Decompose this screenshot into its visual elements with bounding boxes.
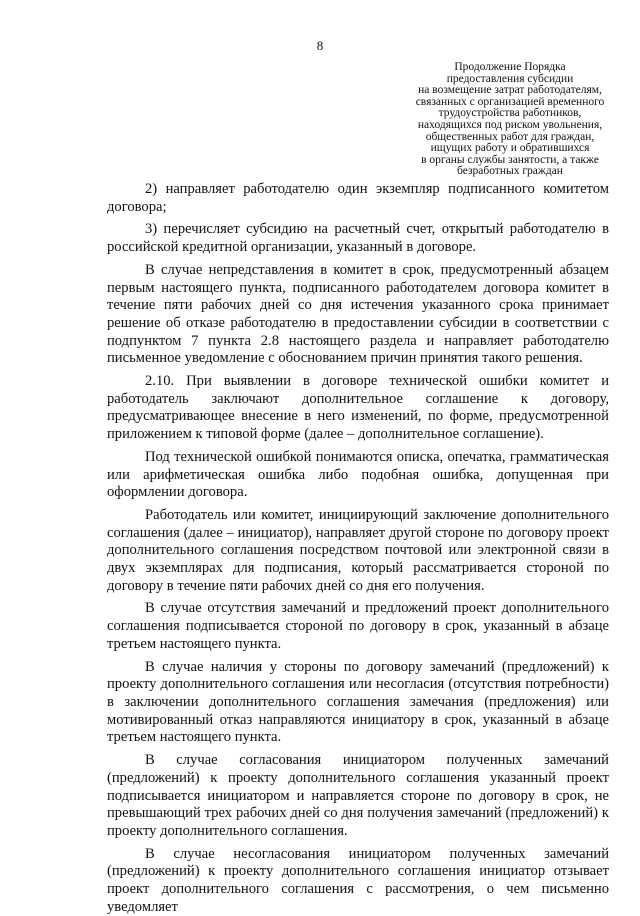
header-line: общественных работ для граждан, [425, 130, 595, 143]
document-body [107, 181, 609, 916]
header-line: в органы службы занятости, а также [421, 153, 599, 166]
paragraph: 2.10. При выявлении в договоре технической ошибки комитет и работодатель заключают дополнительное соглашение к договору, предусматривающее внесение в него изменений, по форме, предусмотренной приложением к типовой форме (далее – дополнительное соглашение). [107, 373, 609, 443]
continuation-header [390, 62, 630, 178]
paragraph: В случае непредставления в комитет в срок, предусмотренный абзацем первым настоящего пункта, подписанного работодателем договора комитет в течение пяти рабочих дней со дня истечения указанного срока принимает решение об отказе работодателю в предоставлении субсидии в соответствии с подпунктом 7 пункта 2.8 настоящего раздела и направляет работодателю письменное уведомление с обоснованием причин принятия такого решения. [107, 261, 609, 367]
header-line: ищущих работу и обратившихся [430, 142, 590, 155]
paragraph: В случае наличия у стороны по договору замечаний (предложений) к проекту дополнительного соглашения или несогласия (отсутствия потребности) в заключении дополнительного соглашения замечания (предложения) или мотивированный отказ направляются инициатору в срок, указанный в абзаце третьем настоящего пункта. [107, 658, 609, 746]
paragraph: В случае несогласования инициатором полученных замечаний (предложений) к проекту дополнительного соглашения инициатор отзывает проект дополнительного соглашения с рассмотрения, о чем письменно уведомляет [107, 845, 609, 915]
header-line: связанных с организацией временного [415, 95, 605, 108]
paragraph: В случае согласования инициатором полученных замечаний (предложений) к проекту дополнительного соглашения указанный проект подписывается инициатором и направляется стороне по договору в срок, не превышающий трех рабочих дней со дня получения замечаний (предложений) к проекту дополнительного соглашения. [107, 752, 609, 839]
header-line: Продолжение Порядка [454, 61, 566, 73]
header-line: предоставления субсидии [446, 72, 574, 85]
header-line: на возмещение затрат работодателям, [418, 84, 602, 97]
header-line: трудоустройства работников, [438, 107, 582, 120]
header-line: находящихся под риском увольнения, [417, 118, 603, 131]
paragraph: 3) перечисляет субсидию на расчетный счет, открытый работодателю в российской кредитной организации, указанный в договоре. [107, 221, 609, 256]
paragraph: В случае отсутствия замечаний и предложений проект дополнительного соглашения подписывается стороной по договору в срок, указанный в абзаце третьем настоящего пункта. [107, 600, 609, 652]
paragraph: Работодатель или комитет, инициирующий заключение дополнительного соглашения (далее – инициатор), направляет другой стороне по договору проект дополнительного соглашения посредством почтовой или электронной связи в двух экземплярах для подписания, который рассматривается стороной по договору в течение пяти рабочих дней со дня его получения. [107, 506, 609, 594]
paragraph: Под технической ошибкой понимаются описка, опечатка, грамматическая или арифметическая ошибка либо подобная ошибка, допущенная при оформлении договора. [107, 448, 609, 501]
paragraph: 2) направляет работодателю один экземпляр подписанного комитетом договора; [107, 181, 609, 215]
header-line: безработных граждан [457, 165, 563, 178]
page-number: 8 [316, 38, 324, 53]
